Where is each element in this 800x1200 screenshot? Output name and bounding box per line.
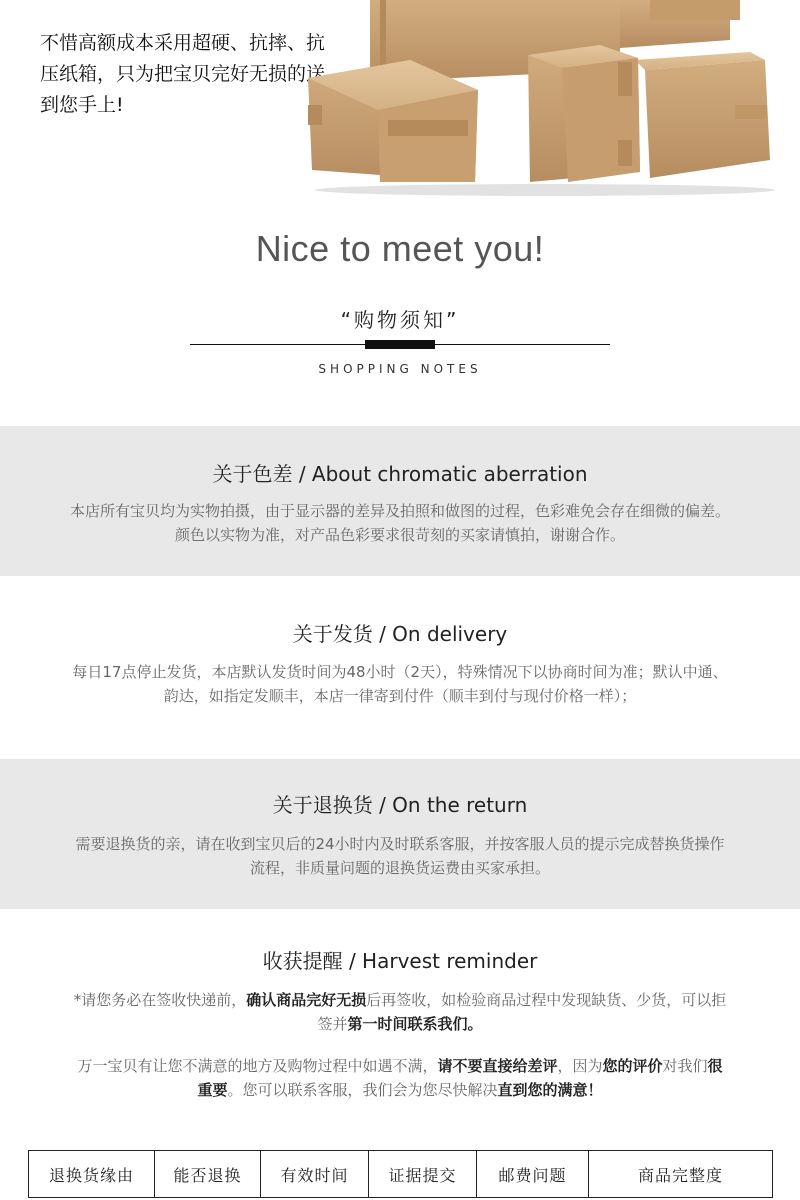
table-header-row <box>29 1151 773 1198</box>
reminder-emphasis: 很重要 <box>197 1057 723 1099</box>
section-color-aberration <box>0 426 800 576</box>
cardboard-boxes-image <box>300 0 790 200</box>
reminder-text: *请您务必在签收快递前， <box>73 991 247 1009</box>
reminder-text: 后再签收，如检验商品过程中发现缺货、少货，可以拒签并 <box>317 991 727 1033</box>
reminder-paragraph-1 <box>70 988 730 1036</box>
table-header-cell: 邮费问题 <box>477 1151 589 1198</box>
section-body: 需要退换货的亲，请在收到宝贝后的24小时内及时联系客服，并按客服人员的提示完成替换货操作流程，非质量问题的退换货运费由买家承担。 <box>75 835 725 877</box>
table-header-cell: 商品完整度 <box>589 1151 773 1198</box>
welcome-heading: Nice to meet you! <box>255 228 545 269</box>
section-title: 关于退换货 / On the return <box>272 793 528 817</box>
divider-accent <box>365 340 435 349</box>
section-body: 本店所有宝贝均为实物拍摄，由于显示器的差异及拍照和做图的过程，色彩难免会存在细微的偏差。颜色以实物为准，对产品色彩要求很苛刻的买家请慎拍，谢谢合作。 <box>70 502 731 544</box>
shopping-notes-title: “购物须知” <box>340 308 460 332</box>
table-header-cell: 有效时间 <box>261 1151 369 1198</box>
reminder-emphasis: 请不要直接给差评 <box>437 1057 558 1075</box>
section-return <box>0 759 800 909</box>
section-title: 关于发货 / On delivery <box>292 622 508 646</box>
reminder-paragraph-2 <box>70 1054 730 1102</box>
reminder-text: 万一宝贝有让您不满意的地方及购物过程中如遇不满， <box>77 1057 438 1075</box>
section-title: 关于色差 / About chromatic aberration <box>212 462 588 486</box>
shopping-notes-subtitle: SHOPPING NOTES <box>318 362 482 376</box>
reminder-emphasis: 直到您的满意！ <box>497 1081 603 1099</box>
table-header-cell: 能否退换 <box>155 1151 261 1198</box>
section-delivery <box>0 576 800 759</box>
hero-tagline: 不惜高额成本采用超硬、抗摔、抗压纸箱，只为把宝贝完好无损的送到您手上! <box>40 32 326 116</box>
table-header-cell: 证据提交 <box>369 1151 477 1198</box>
reminder-emphasis: 确认商品完好无损 <box>246 991 367 1009</box>
table-header-cell: 退换货缘由 <box>29 1151 155 1198</box>
section-title: 收获提醒 / Harvest reminder <box>262 949 538 973</box>
section-harvest-reminder <box>0 909 800 1139</box>
hero-banner <box>0 0 800 200</box>
reminder-text: ，因为 <box>557 1057 603 1075</box>
reminder-emphasis: 您的评价 <box>602 1057 663 1075</box>
reminder-text: 。您可以联系客服，我们会为您尽快解决 <box>227 1081 498 1099</box>
reminder-emphasis: 第一时间联系我们。 <box>347 1015 483 1033</box>
return-policy-table <box>28 1150 773 1198</box>
section-body: 每日17点停止发货，本店默认发货时间为48小时（2天），特殊情况下以协商时间为准；默认中通、韵达，如指定发顺丰，本店一律寄到付件（顺丰到付与现付价格一样）； <box>72 663 728 705</box>
reminder-text: 对我们 <box>662 1057 708 1075</box>
